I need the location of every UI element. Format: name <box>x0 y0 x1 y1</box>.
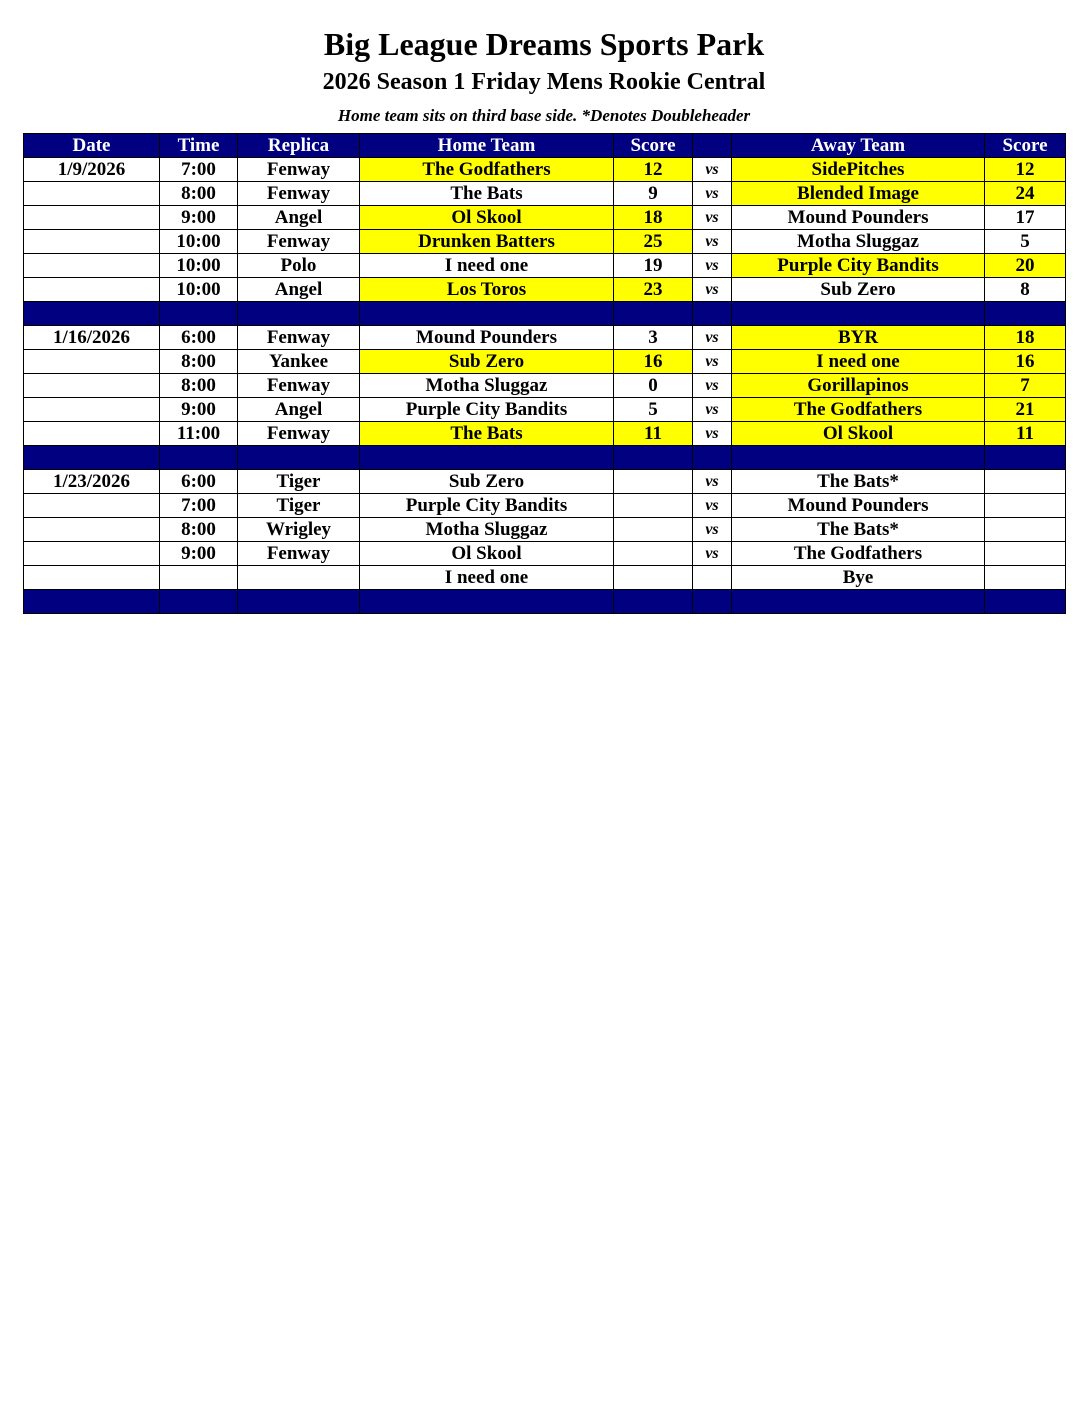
separator-cell <box>985 302 1066 326</box>
home-team-cell: Sub Zero <box>360 350 614 374</box>
table-row <box>24 566 1066 590</box>
schedule-table <box>23 133 1066 614</box>
column-header-date: Date <box>24 134 160 158</box>
home-team-cell: I need one <box>360 254 614 278</box>
away-team-cell: Bye <box>732 566 985 590</box>
separator-cell <box>160 446 238 470</box>
replica-cell: Tiger <box>238 494 360 518</box>
time-cell: 11:00 <box>160 422 238 446</box>
home-score-cell: 19 <box>614 254 693 278</box>
away-team-cell: Blended Image <box>732 182 985 206</box>
away-team-cell: Ol Skool <box>732 422 985 446</box>
home-team-cell: Ol Skool <box>360 206 614 230</box>
time-cell: 9:00 <box>160 206 238 230</box>
vs-cell: vs <box>693 470 732 494</box>
time-cell: 7:00 <box>160 494 238 518</box>
replica-cell: Angel <box>238 206 360 230</box>
separator-cell <box>985 446 1066 470</box>
date-separator-row <box>24 302 1066 326</box>
vs-cell: vs <box>693 182 732 206</box>
vs-cell: vs <box>693 422 732 446</box>
away-team-cell: Gorillapinos <box>732 374 985 398</box>
vs-cell: vs <box>693 350 732 374</box>
vs-cell <box>693 566 732 590</box>
away-score-cell <box>985 518 1066 542</box>
separator-cell <box>614 446 693 470</box>
table-row <box>24 542 1066 566</box>
separator-cell <box>732 446 985 470</box>
date-cell: 1/23/2026 <box>24 470 160 494</box>
separator-cell <box>24 590 160 614</box>
replica-cell: Fenway <box>238 374 360 398</box>
home-score-cell: 25 <box>614 230 693 254</box>
separator-cell <box>614 590 693 614</box>
date-cell <box>24 542 160 566</box>
separator-cell <box>238 302 360 326</box>
replica-cell: Angel <box>238 278 360 302</box>
date-cell: 1/16/2026 <box>24 326 160 350</box>
home-team-cell: Motha Sluggaz <box>360 374 614 398</box>
date-cell <box>24 230 160 254</box>
date-cell <box>24 398 160 422</box>
time-cell <box>160 566 238 590</box>
home-team-cell: Drunken Batters <box>360 230 614 254</box>
vs-cell: vs <box>693 494 732 518</box>
separator-cell <box>238 590 360 614</box>
time-cell: 9:00 <box>160 398 238 422</box>
time-cell: 9:00 <box>160 542 238 566</box>
away-team-cell: Sub Zero <box>732 278 985 302</box>
separator-cell <box>24 446 160 470</box>
date-cell <box>24 182 160 206</box>
away-score-cell <box>985 542 1066 566</box>
vs-cell: vs <box>693 518 732 542</box>
away-score-cell: 20 <box>985 254 1066 278</box>
table-row <box>24 278 1066 302</box>
home-score-cell: 9 <box>614 182 693 206</box>
column-header-away-team: Away Team <box>732 134 985 158</box>
table-row <box>24 398 1066 422</box>
time-cell: 6:00 <box>160 470 238 494</box>
table-row <box>24 470 1066 494</box>
separator-cell <box>238 446 360 470</box>
home-score-cell: 3 <box>614 326 693 350</box>
separator-cell <box>693 302 732 326</box>
replica-cell: Polo <box>238 254 360 278</box>
date-cell <box>24 494 160 518</box>
away-team-cell: BYR <box>732 326 985 350</box>
date-cell <box>24 422 160 446</box>
table-row <box>24 158 1066 182</box>
away-team-cell: The Bats* <box>732 470 985 494</box>
home-team-cell: The Godfathers <box>360 158 614 182</box>
separator-cell <box>160 590 238 614</box>
table-row <box>24 422 1066 446</box>
time-cell: 10:00 <box>160 278 238 302</box>
away-score-cell: 18 <box>985 326 1066 350</box>
date-cell <box>24 350 160 374</box>
date-cell <box>24 518 160 542</box>
away-score-cell <box>985 470 1066 494</box>
column-header-away-score: Score <box>985 134 1066 158</box>
page-title: Big League Dreams Sports Park <box>323 26 765 62</box>
table-row <box>24 254 1066 278</box>
home-score-cell: 23 <box>614 278 693 302</box>
date-cell: 1/9/2026 <box>24 158 160 182</box>
time-cell: 6:00 <box>160 326 238 350</box>
table-row <box>24 350 1066 374</box>
table-row <box>24 206 1066 230</box>
home-team-cell: The Bats <box>360 182 614 206</box>
column-header-home-score: Score <box>614 134 693 158</box>
home-team-cell: Los Toros <box>360 278 614 302</box>
table-row <box>24 230 1066 254</box>
away-team-cell: Purple City Bandits <box>732 254 985 278</box>
home-score-cell <box>614 518 693 542</box>
away-score-cell <box>985 494 1066 518</box>
table-row <box>24 326 1066 350</box>
away-score-cell: 16 <box>985 350 1066 374</box>
replica-cell: Wrigley <box>238 518 360 542</box>
time-cell: 8:00 <box>160 518 238 542</box>
home-score-cell <box>614 566 693 590</box>
home-score-cell: 11 <box>614 422 693 446</box>
home-score-cell: 18 <box>614 206 693 230</box>
away-score-cell: 12 <box>985 158 1066 182</box>
date-cell <box>24 566 160 590</box>
replica-cell <box>238 566 360 590</box>
table-row <box>24 182 1066 206</box>
home-score-cell <box>614 470 693 494</box>
home-team-cell: Purple City Bandits <box>360 398 614 422</box>
separator-cell <box>360 302 614 326</box>
replica-cell: Fenway <box>238 230 360 254</box>
separator-cell <box>24 302 160 326</box>
replica-cell: Angel <box>238 398 360 422</box>
column-header-home-team: Home Team <box>360 134 614 158</box>
home-team-cell: I need one <box>360 566 614 590</box>
date-separator-row <box>24 446 1066 470</box>
separator-cell <box>614 302 693 326</box>
away-team-cell: I need one <box>732 350 985 374</box>
separator-cell <box>693 590 732 614</box>
away-team-cell: The Godfathers <box>732 542 985 566</box>
home-score-cell: 16 <box>614 350 693 374</box>
date-cell <box>24 278 160 302</box>
away-score-cell: 8 <box>985 278 1066 302</box>
vs-cell: vs <box>693 398 732 422</box>
schedule-body <box>24 158 1066 614</box>
away-team-cell: The Godfathers <box>732 398 985 422</box>
away-score-cell: 17 <box>985 206 1066 230</box>
away-score-cell: 7 <box>985 374 1066 398</box>
replica-cell: Fenway <box>238 158 360 182</box>
vs-cell: vs <box>693 158 732 182</box>
away-score-cell: 21 <box>985 398 1066 422</box>
table-row <box>24 518 1066 542</box>
time-cell: 8:00 <box>160 182 238 206</box>
column-header-replica: Replica <box>238 134 360 158</box>
time-cell: 7:00 <box>160 158 238 182</box>
home-score-cell: 0 <box>614 374 693 398</box>
away-score-cell: 11 <box>985 422 1066 446</box>
away-score-cell: 24 <box>985 182 1066 206</box>
header-row <box>24 134 1066 158</box>
column-header-vs <box>693 134 732 158</box>
vs-cell: vs <box>693 374 732 398</box>
date-cell <box>24 254 160 278</box>
separator-cell <box>732 590 985 614</box>
replica-cell: Fenway <box>238 422 360 446</box>
home-team-cell: Sub Zero <box>360 470 614 494</box>
separator-cell <box>360 446 614 470</box>
separator-cell <box>160 302 238 326</box>
time-cell: 10:00 <box>160 254 238 278</box>
schedule-note: Home team sits on third base side. *Denotes Doubleheader <box>337 106 751 125</box>
replica-cell: Fenway <box>238 542 360 566</box>
away-team-cell: SidePitches <box>732 158 985 182</box>
table-row <box>24 374 1066 398</box>
replica-cell: Fenway <box>238 182 360 206</box>
replica-cell: Tiger <box>238 470 360 494</box>
separator-cell <box>985 590 1066 614</box>
away-team-cell: Mound Pounders <box>732 494 985 518</box>
column-header-time: Time <box>160 134 238 158</box>
vs-cell: vs <box>693 542 732 566</box>
vs-cell: vs <box>693 278 732 302</box>
home-team-cell: Mound Pounders <box>360 326 614 350</box>
separator-cell <box>693 446 732 470</box>
replica-cell: Yankee <box>238 350 360 374</box>
home-team-cell: Motha Sluggaz <box>360 518 614 542</box>
vs-cell: vs <box>693 230 732 254</box>
home-team-cell: The Bats <box>360 422 614 446</box>
time-cell: 8:00 <box>160 374 238 398</box>
vs-cell: vs <box>693 254 732 278</box>
home-score-cell <box>614 542 693 566</box>
away-team-cell: Mound Pounders <box>732 206 985 230</box>
home-team-cell: Ol Skool <box>360 542 614 566</box>
vs-cell: vs <box>693 326 732 350</box>
replica-cell: Fenway <box>238 326 360 350</box>
separator-cell <box>360 590 614 614</box>
table-row <box>24 494 1066 518</box>
separator-cell <box>732 302 985 326</box>
home-score-cell <box>614 494 693 518</box>
date-cell <box>24 374 160 398</box>
home-score-cell: 12 <box>614 158 693 182</box>
time-cell: 10:00 <box>160 230 238 254</box>
schedule-subtitle: 2026 Season 1 Friday Mens Rookie Central <box>322 69 766 95</box>
date-cell <box>24 206 160 230</box>
away-team-cell: The Bats* <box>732 518 985 542</box>
home-score-cell: 5 <box>614 398 693 422</box>
away-score-cell <box>985 566 1066 590</box>
away-score-cell: 5 <box>985 230 1066 254</box>
vs-cell: vs <box>693 206 732 230</box>
time-cell: 8:00 <box>160 350 238 374</box>
date-separator-row <box>24 590 1066 614</box>
away-team-cell: Motha Sluggaz <box>732 230 985 254</box>
home-team-cell: Purple City Bandits <box>360 494 614 518</box>
